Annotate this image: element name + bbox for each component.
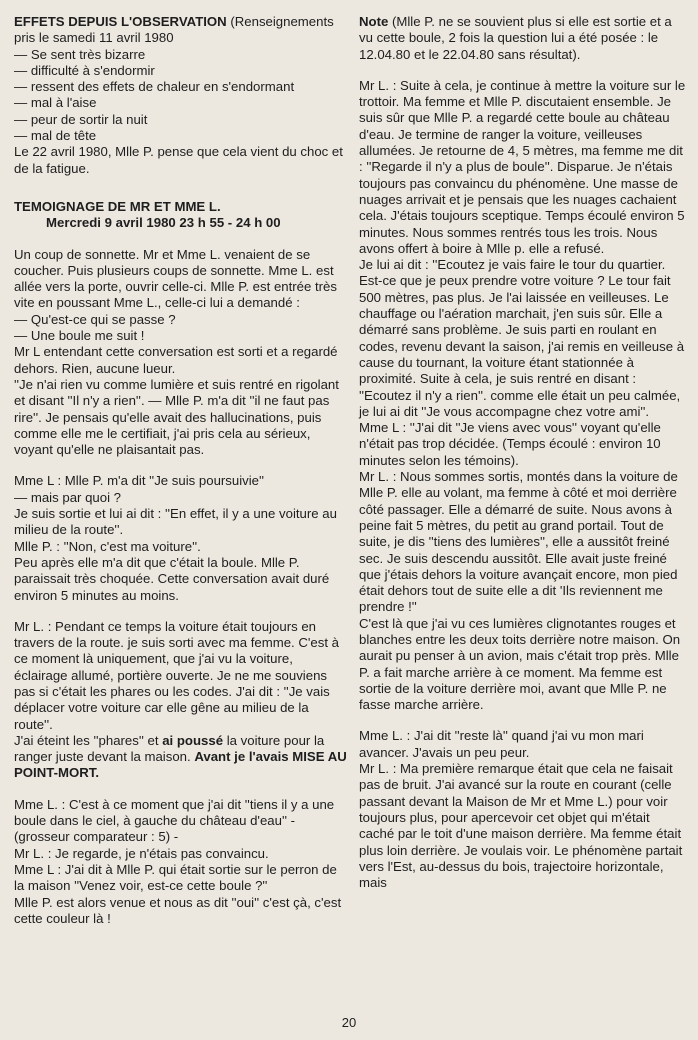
paragraph: — mais par quoi ?: [14, 489, 122, 505]
section-effects-intro: (Renseignements pris le samedi 11 avril 1980: [14, 14, 334, 46]
note-paragraph: [359, 14, 687, 63]
paragraph: Mr L. : Pendant ce temps la voiture était toujours en travers de la route. je suis sorti avec ma femme. C'est à ce moment là uniquement, que j'ai vu la voiture, éclairage allumé, portière ouverte. Je ne me souviens pas si c'était les phares ou les codes. J'ai dit : ''Je vais déplacer votre voiture car elle gêne au milieu de la route''.: [14, 618, 339, 732]
paragraph: Mme L : J'ai dit à Mlle P. qui était sortie sur le perron de la maison ''Venez voir, est-ce cette boule ?'': [14, 861, 337, 894]
note-label: Note: [359, 14, 389, 29]
testimony-heading: [14, 199, 350, 232]
paragraph: Mr L. : Suite à cela, je continue à mettre la voiture sur le trottoir. Ma femme et Mlle P. discutaient ensemble. Je suis sûr que Mlle P. a regardé cette boule au château d'eau. Je termine de ranger la voiture, veilleuses allumées. Je retourne de 4, 5 mètres, ma femme me dit : ''Regarde il n'y a plus de boule''. Disparue. Je n'étais toujours pas convaincu du phénomène. Une masse de nuages arrivait et je pensais que les nuages cachaient cela. J'étais toujours sceptique. Temps écoulé environ 5 minutes. Nous sommes rentrés tous les trois. Nous avons offert à boire à Mlle p. elle a refusé.: [359, 77, 686, 256]
paragraph: Je lui ai dit : ''Ecoutez je vais faire le tour du quartier. Est-ce que je peux prendre votre voiture ? Le tour fait 500 mètres, pas plus. Je l'ai laissée en veilleuses. Le chauffage ou l'aération marchait, j'en suis sûr. Elle a démarré sans problème. Je suis parti en roulant en codes, revenu devant la saison, j'ai remis en veilleuse à cause du tournant, la voiture étant stationnée à proximité. Suite à cela, je suis rentré en disant : ''Ecoutez il n'y a rien''. comme elle était un peu calmée, je lui ai dit ''Je vous accompagne chez votre ami''.: [359, 257, 685, 419]
paragraph: Mr L. : Je regarde, je n'étais pas convaincu.: [14, 845, 269, 861]
effect-item: — difficulté à s'endormir: [14, 62, 155, 78]
note-text: (Mlle P. ne se souvient plus si elle est sortie et a vu cette boule, 2 fois la question lui a été posée : le 12.04.80 et le 22.04.80 sans résultat).: [359, 14, 672, 62]
paragraph: Mme L : ''J'ai dit ''Je viens avec vous'' voyant qu'elle n'était pas trop décidée. (Temps écoulé : environ 10 minutes selon les témoins).: [359, 420, 661, 468]
effect-item: — peur de sortir la nuit: [14, 111, 148, 127]
paragraph: — Qu'est-ce qui se passe ?: [14, 311, 176, 327]
paragraph: Je suis sortie et lui ai dit : ''En effet, il y a une voiture au milieu de la route''.: [14, 506, 337, 538]
section-effects: [14, 14, 350, 47]
bold-run: ai poussé: [162, 732, 224, 748]
right-column: [359, 14, 687, 891]
paragraph: Mme L : Mlle P. m'a dit ''Je suis poursuivie'': [14, 473, 265, 489]
effect-item: — ressent des effets de chaleur en s'endormant: [14, 79, 295, 95]
text-run: J'ai éteint les ''phares'' et: [14, 732, 163, 748]
paragraph: Mr L. : Nous sommes sortis, montés dans la voiture de Mlle P. elle au volant, ma femme à côté et moi derrière côté passager. Elle a démarré de suite. Nous avons à peine fait 5 mètres, du petit au grand portail. Tout de suite, je dis ''tiens des lumières'', elle a aussitôt freiné sec. Je suis descendu aussitôt. Elle avait juste freiné que j'étais dehors la voiture avançait encore, mon pied était dehors tout de suite elle a dit 'Ils reviennent me prendre !'': [359, 469, 678, 615]
paragraph: Mr L entendant cette conversation est sorti et a regardé dehors. Rien, aucune lueur.: [14, 344, 338, 376]
paragraph: Un coup de sonnette. Mr et Mme L. venaient de se coucher. Puis plusieurs coups de sonnette. Mme L. est allée vers la porte, ouvrir celle-ci. Mlle P. est entrée très vite en poussant Mme L., celle-ci lui a demandé :: [14, 246, 337, 311]
paragraph: Mme L. : J'ai dit ''reste là'' quand j'ai vu mon mari avancer. J'avais un peu peur.: [359, 728, 644, 760]
paragraph: ''Je n'ai rien vu comme lumière et suis rentré en rigolant et disant ''Il n'y a rien''. — Mlle P. m'a dit ''il ne faut pas rire''. Je pensais qu'elle avait des hallucinations, puis comme elle me le certifiait, j'ai pris cela au sérieux, voyant qu'elle ne plaisantait pas.: [14, 376, 339, 458]
left-column: [14, 14, 350, 927]
paragraph: C'est là que j'ai vu ces lumières clignotantes rouges et blanches entre les deux toits derrière notre maison. On aurait pu penser à un avion, mais c'était trop près. Mlle P. a fait marche arrière à ce moment. Ma femme est sortie de la voiture derrière moi, avant que Mlle P. ne fasse marche arrière.: [359, 615, 681, 713]
page-number: 20: [341, 1015, 357, 1030]
effect-item: — Se sent très bizarre: [14, 46, 146, 62]
paragraph: Mme L. : C'est à ce moment que j'ai dit ''tiens il y a une boule dans le ciel, à gauche du château d'eau'' - (grosseur comparateur : 5) -: [14, 796, 335, 845]
bold-run: Avant je l'avais MISE AU POINT-MORT.: [14, 749, 347, 781]
effect-item: — mal à l'aise: [14, 95, 97, 111]
section-effects-title: EFFETS DEPUIS L'OBSERVATION: [14, 14, 227, 29]
paragraph: Mr L. : Ma première remarque était que cela ne faisait pas de bruit. J'ai avancé sur la route en courant (celle passant devant la Maison de Mr et Mme L.) pour voir toujours plus, pour apercevoir cet objet qui m'était caché par le toit d'une maison derrière. Ma femme était plus loin derrière. Je voulais voir. Le phénomène partait vers l'Est, au-dessus du bois, trajectoire horizontale, mais: [359, 761, 683, 891]
effect-item: — mal de tête: [14, 128, 97, 144]
text-run: la voiture pour la ranger juste devant la maison.: [14, 732, 325, 765]
paragraph: Mlle P. : ''Non, c'est ma voiture''.: [14, 538, 201, 554]
testimony-date: Mercredi 9 avril 1980 23 h 55 - 24 h 00: [46, 215, 281, 231]
paragraph: — Une boule me suit !: [14, 328, 145, 344]
effects-conclusion: Le 22 avril 1980, Mlle P. pense que cela vient du choc et de la fatigue.: [14, 144, 343, 176]
paragraph: Peu après elle m'a dit que c'était la boule. Mlle P. paraissait très choquée. Cette conversation avait duré environ 5 minutes au moins.: [14, 554, 330, 603]
testimony-title: TEMOIGNAGE DE MR ET MME L.: [14, 198, 221, 214]
paragraph: Mlle P. est alors venue et nous as dit ''oui'' c'est çà, c'est cette couleur là !: [14, 894, 342, 926]
paragraph-bold-mix: [14, 733, 350, 782]
